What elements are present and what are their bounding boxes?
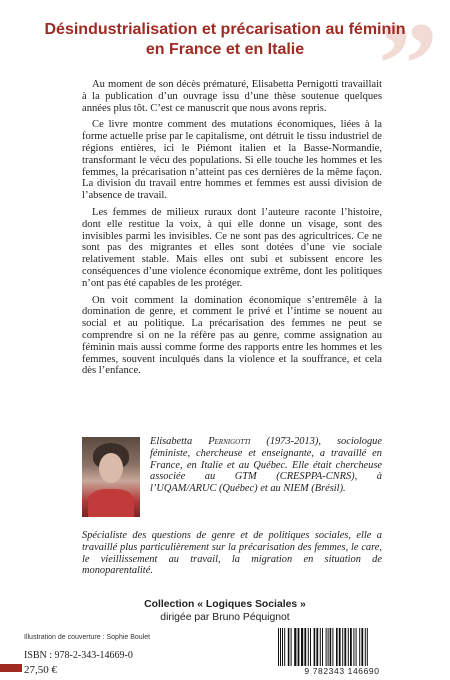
isbn: ISBN : 978-2-343-14669-0 xyxy=(24,650,133,661)
book-title xyxy=(40,20,410,60)
title-line-1: Désindustrialisation et précarisation au féminin xyxy=(44,21,406,38)
author-bio-text: (1973-2013), sociologue féministe, chercheuse et enseignante, a travaillé en France, en Italie et au Québec. Elle était chercheuse associée au GTM (CRESPPA-CNRS), à l’UQAM/ARUC (Québec) et au NIEM (Brésil). xyxy=(150,436,382,495)
author-last-name: Pernigotti xyxy=(208,436,251,447)
illustration-credit: Illustration de couverture : Sophie Boulet xyxy=(24,634,151,641)
paragraph-4: On voit comment la domination économique s’entremêle à la domination de genre, et comment le privé et l’intime se nouent au social et au politique. La précarisation des femmes ne peut se comprendre si on ne la réfère pas au genre, comme assignation au féminin mais aussi comme forme des rapports entre les hommes et les femmes, souvent inculqués dans la violence et la souffrance, et cela dès l’enfance. xyxy=(82,294,382,377)
paragraph-2: Ce livre montre comment des mutations économiques, liées à la forme actuelle prise par le capitalisme, ont détruit le tissu industriel de régions entières, ici le Piémont italien et la Basse-Normandie, transformant le vécu des populations. Si elle touche les hommes et les femmes, la précarisation n’atteint pas ces dernières de la même façon. La division du travail entre hommes et femmes est aussi division de l’absence de travail. xyxy=(82,119,382,202)
paragraph-3: Les femmes de milieux ruraux dont l’auteure raconte l’histoire, dont elle restitue la voix, à qui elle donne un visage, sont des invisibles parmi les invisibles. Ce ne sont pas des agricultrices. Ce ne sont pas des migrantes et elles sont dotées d’une vie sociale relativement stable. Mais elles ont subi et subissent encore les conséquences d’une violence économique extrême, dont les politiques n’ont pas été capables de les protéger. xyxy=(82,206,382,289)
accent-bar xyxy=(0,664,22,672)
collection-director: dirigée par Bruno Péquignot xyxy=(160,612,290,623)
price: 27,50 € xyxy=(24,664,57,676)
author-photo xyxy=(82,437,140,517)
barcode-number: 9 782343 146690 xyxy=(278,666,406,676)
collection-info xyxy=(0,598,450,624)
author-bio xyxy=(150,436,382,495)
decorative-quote-mark: ” xyxy=(378,0,438,130)
author-bio-continued: Spécialiste des questions de genre et de politiques sociales, elle a travaillé plus particulièrement sur la précarisation des femmes, le care, le vieillissement au travail, la migration en situation de monoparentalité. xyxy=(82,530,382,577)
paragraph-1: Au moment de son décès prématuré, Elisabetta Pernigotti travaillait à la publication d’un ouvrage issu d’une thèse soutenue quelques années plus tôt. C’est ce manuscrit que nous avons repris. xyxy=(82,79,382,114)
title-line-2: en France et en Italie xyxy=(145,41,305,58)
author-first-name: Elisabetta xyxy=(150,436,209,447)
back-cover-text xyxy=(82,79,382,382)
collection-name: Collection « Logiques Sociales » xyxy=(144,599,306,610)
